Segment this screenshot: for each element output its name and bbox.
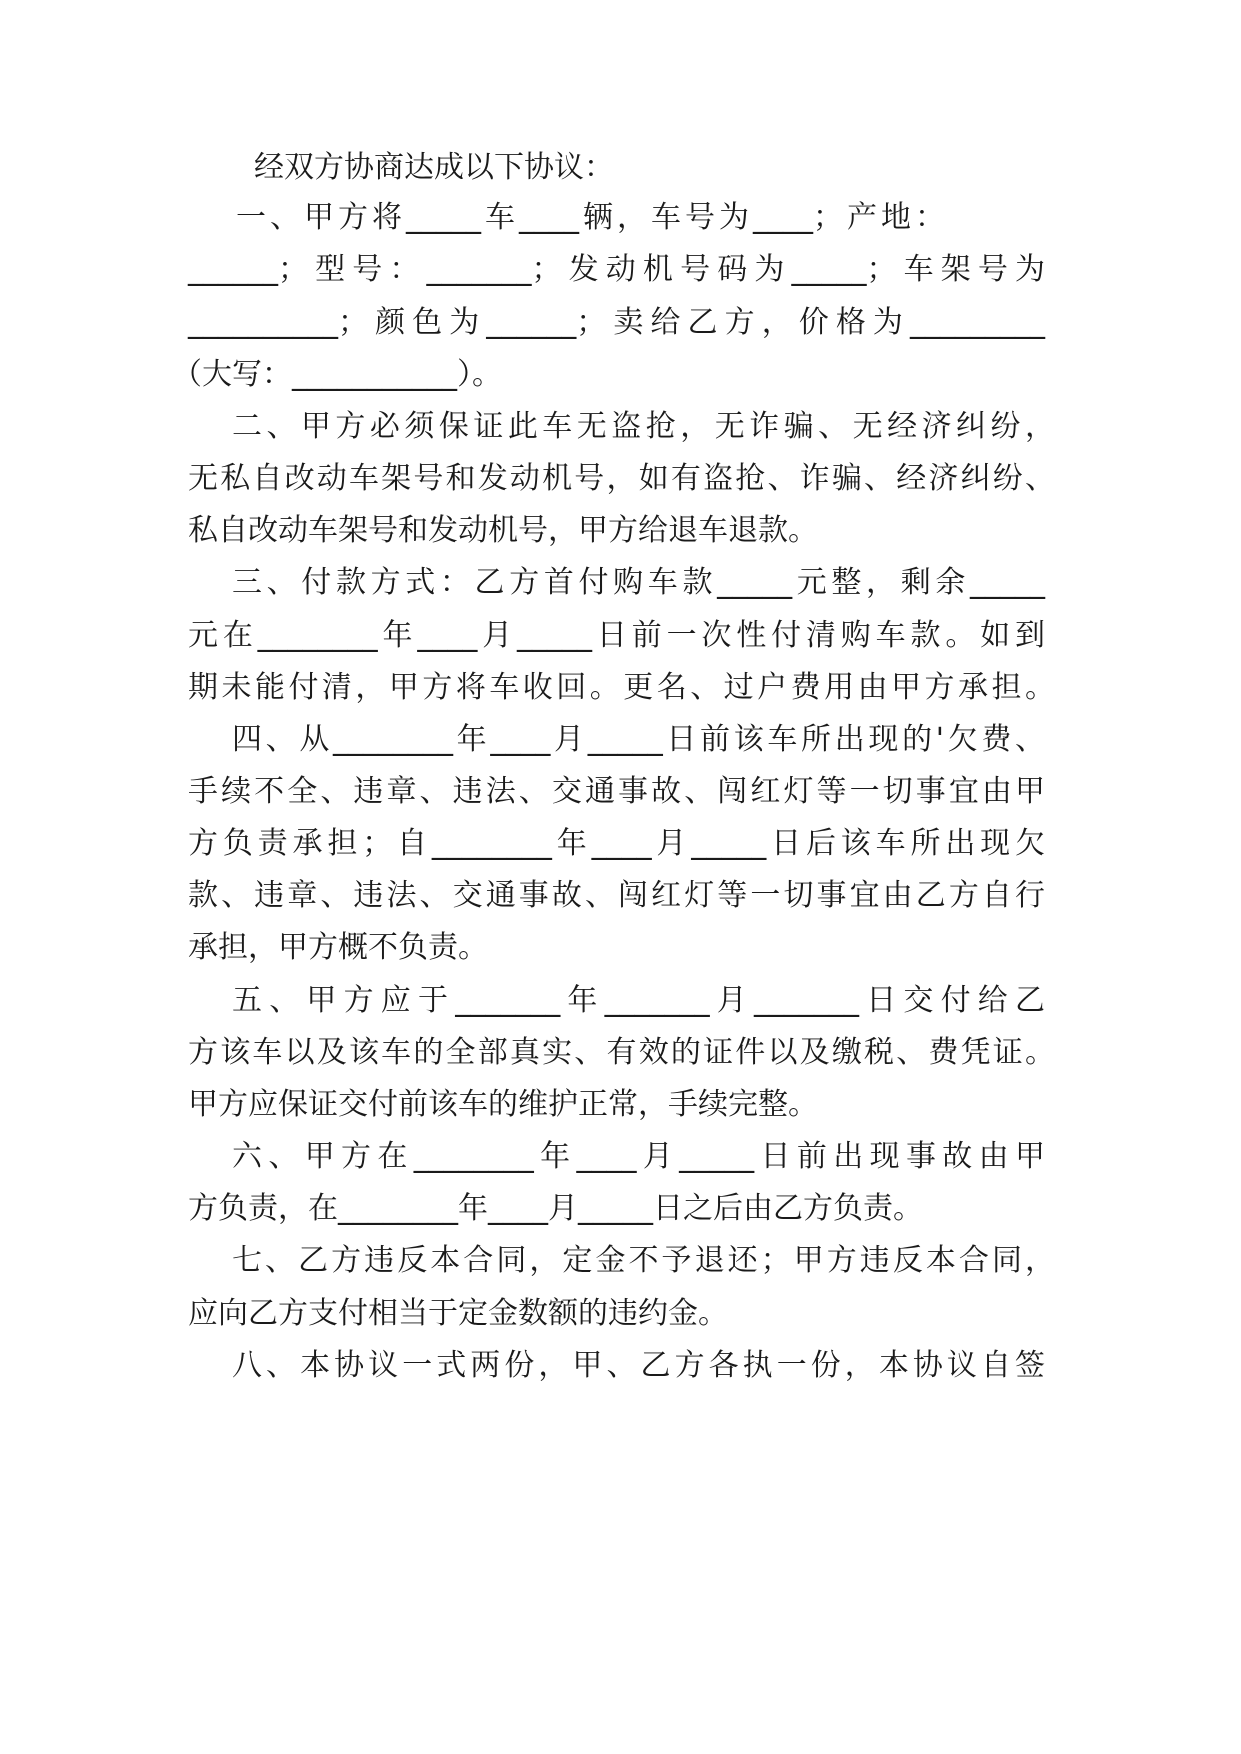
clause-7-line-2: 应向乙方支付相当于定金数额的违约金。 [188, 1296, 728, 1331]
clause-1-line-2: ______；型号：_______；发动机号码为_____；车架号为 [188, 252, 1045, 287]
clause-5-line-1: 五、甲方应于_______年_______月_______日交付给乙 [232, 983, 1045, 1018]
clause-3-line-1: 三、付款方式：乙方首付购车款_____元整，剩余_____ [232, 565, 1045, 600]
clause-5-line-2: 方该车以及该车的全部真实、有效的证件以及缴税、费凭证。 [188, 1035, 1055, 1070]
clause-2-line-2: 无私自改动车架号和发动机号，如有盗抢、诈骗、经济纠纷、 [188, 461, 1055, 496]
clause-2-line-3: 私自改动车架号和发动机号，甲方给退车退款。 [188, 513, 818, 548]
clause-2-line-1: 二、甲方必须保证此车无盗抢，无诈骗、无经济纠纷， [232, 409, 1055, 444]
clause-6-line-1: 六、甲方在________年____月_____日前出现事故由甲 [232, 1139, 1045, 1174]
clause-3-line-2: 元在________年____月_____日前一次性付清购车款。如到 [188, 618, 1045, 653]
clause-6-line-2: 方负责，在________年____月_____日之后由乙方负责。 [188, 1191, 923, 1226]
clause-7-line-1: 七、乙方违反本合同，定金不予退还；甲方违反本合同， [232, 1243, 1055, 1278]
clause-4-line-5: 承担，甲方概不负责。 [188, 930, 488, 965]
clause-4-line-1: 四、从________年____月_____日前该车所出现的'欠费、 [232, 722, 1045, 757]
clause-1-line-1: 一、甲方将_____车____辆，车号为____；产地： [236, 200, 945, 235]
clause-4-line-3: 方负责承担；自________年____月_____日后该车所出现欠 [188, 826, 1045, 861]
clause-4-line-4: 款、违章、违法、交通事故、闯红灯等一切事宜由乙方自行 [188, 878, 1045, 913]
clause-8-line-1: 八、本协议一式两份，甲、乙方各执一份，本协议自签 [232, 1348, 1045, 1383]
clause-1-line-3: __________；颜色为______；卖给乙方，价格为_________ [188, 305, 1045, 340]
clause-5-line-3: 甲方应保证交付前该车的维护正常，手续完整。 [188, 1087, 818, 1122]
intro-line: 经双方协商达成以下协议： [254, 150, 614, 185]
clause-4-line-2: 手续不全、违章、违法、交通事故、闯红灯等一切事宜由甲 [188, 774, 1045, 809]
clause-3-line-3: 期未能付清，甲方将车收回。更名、过户费用由甲方承担。 [188, 670, 1055, 705]
clause-1-line-4: （大写：___________）。 [172, 357, 502, 392]
